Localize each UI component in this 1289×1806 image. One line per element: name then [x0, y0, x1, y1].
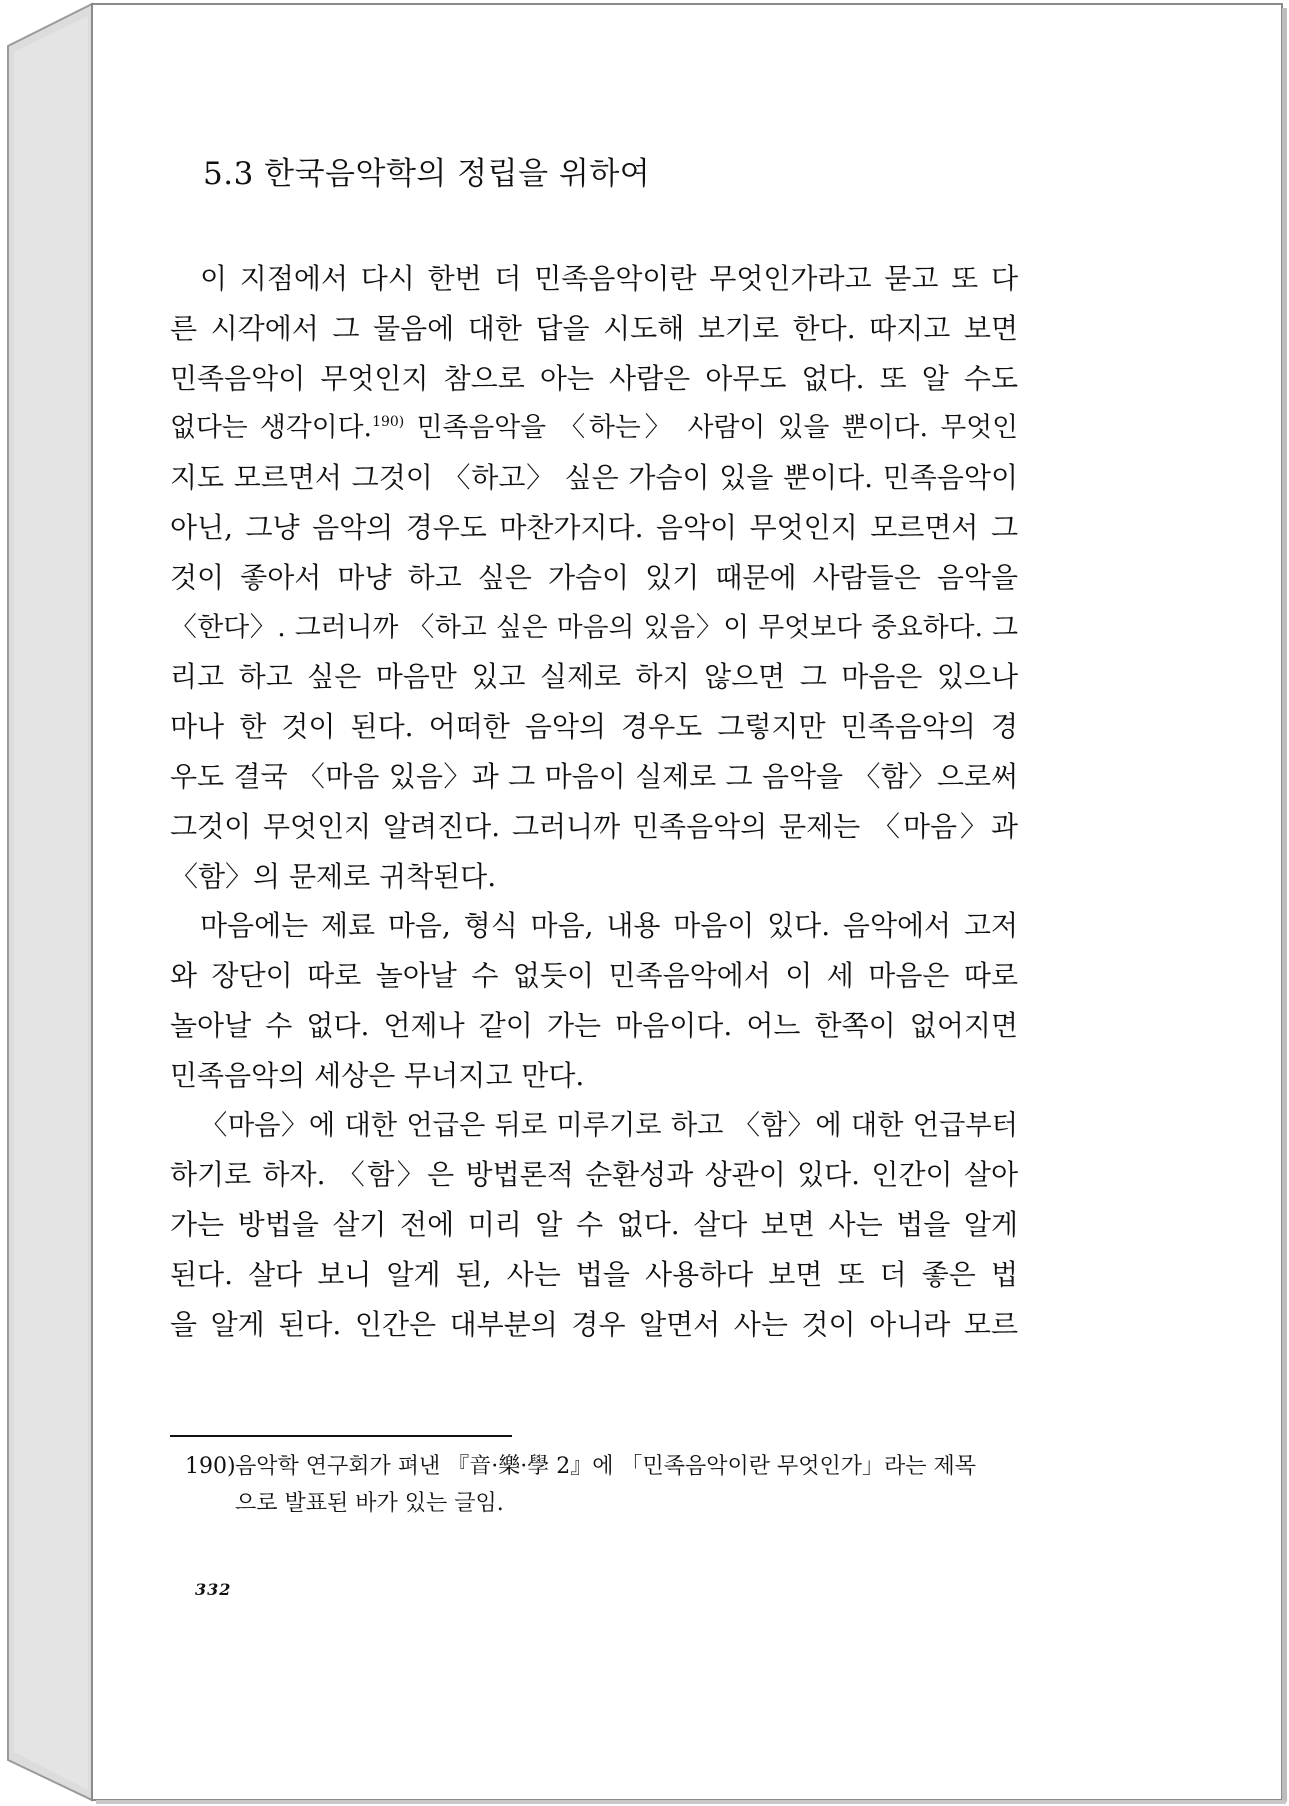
footnote-rule: [170, 1435, 512, 1437]
text-line: 우도 결국 〈마음 있음〉과 그 마음이 실제로 그 음악을 〈함〉으로써: [170, 759, 1018, 793]
text-line: 이 지점에서 다시 한번 더 민족음악이란 무엇인가라고 묻고 또 다: [200, 262, 1018, 295]
text-line: 아닌, 그냥 음악의 경우도 마찬가지다. 음악이 무엇인지 모르면서 그: [170, 510, 1018, 544]
footnote-line-1: 음악학 연구회가 펴낸 『音·樂·學 2』에 「민족음악이란 무엇인가」라는 제목: [235, 1454, 976, 1479]
text-line: 민족음악의 세상은 무너지고 만다.: [170, 1058, 585, 1092]
text-line: 민족음악이 무엇인지 참으로 아는 사람은 아무도 없다. 또 알 수도: [170, 361, 1018, 395]
text-line: 〈한다〉. 그러니까 〈하고 싶은 마음의 있음〉이 무엇보다 중요하다. 그: [170, 611, 1018, 643]
text-line: 른 시각에서 그 물음에 대한 답을 시도해 보기로 한다. 따지고 보면: [170, 311, 1018, 345]
text-line: 마나 한 것이 된다. 어떠한 음악의 경우도 그렇지만 민족음악의 경: [170, 710, 1018, 744]
text-line: 것이 좋아서 마냥 하고 싶은 가슴이 있기 때문에 사람들은 음악을: [170, 560, 1018, 594]
page-number: 332: [195, 1580, 232, 1599]
section-heading: 5.3 한국음악학의 정립을 위하여: [203, 156, 651, 192]
text-line-part: 없다는 생각이다.: [170, 412, 373, 444]
text-line: 지도 모르면서 그것이 〈하고〉 싶은 가슴이 있을 뿐이다. 민족음악이: [170, 461, 1018, 495]
text-line: 리고 하고 싶은 마음만 있고 실제로 하지 않으면 그 마음은 있으나: [170, 660, 1018, 694]
text-line: 마음에는 제료 마음, 형식 마음, 내용 마음이 있다. 음악에서 고저: [200, 909, 1018, 943]
text-line: 하기로 하자. 〈함〉은 방법론적 순환성과 상관이 있다. 인간이 살아: [170, 1158, 1018, 1192]
text-line: [170, 403, 1018, 453]
text-line: 가는 방법을 살기 전에 미리 알 수 없다. 살다 보면 사는 법을 알게: [170, 1208, 1018, 1242]
footnote-line-2: 으로 발표된 바가 있는 글임.: [235, 1491, 504, 1516]
text-line: 와 장단이 따로 놀아날 수 없듯이 민족음악에서 이 세 마음은 따로: [170, 959, 1018, 993]
body-text: [170, 254, 1018, 1350]
footnote: [185, 1448, 1015, 1522]
text-line: 그것이 무엇인지 알려진다. 그러니까 민족음악의 문제는 〈마음〉과: [170, 809, 1018, 843]
text-line: 놀아날 수 없다. 언제나 같이 가는 마음이다. 어느 한쪽이 없어지면: [170, 1008, 1018, 1042]
text-line: 을 알게 된다. 인간은 대부분의 경우 알면서 사는 것이 아니라 모르: [170, 1307, 1018, 1341]
text-line: 된다. 살다 보니 알게 된, 사는 법을 사용하다 보면 또 더 좋은 법: [170, 1257, 1018, 1291]
text-line: 〈마음〉에 대한 언급은 뒤로 미루기로 하고 〈함〉에 대한 언급부터: [200, 1109, 1018, 1141]
footnote-reference: 190): [372, 414, 405, 431]
text-line: 〈함〉의 문제로 귀착된다.: [170, 859, 497, 893]
footnote-number: 190): [185, 1454, 236, 1479]
text-line-part: 민족음악을 〈하는〉 사람이 있을 뿐이다. 무엇인: [404, 412, 1018, 444]
